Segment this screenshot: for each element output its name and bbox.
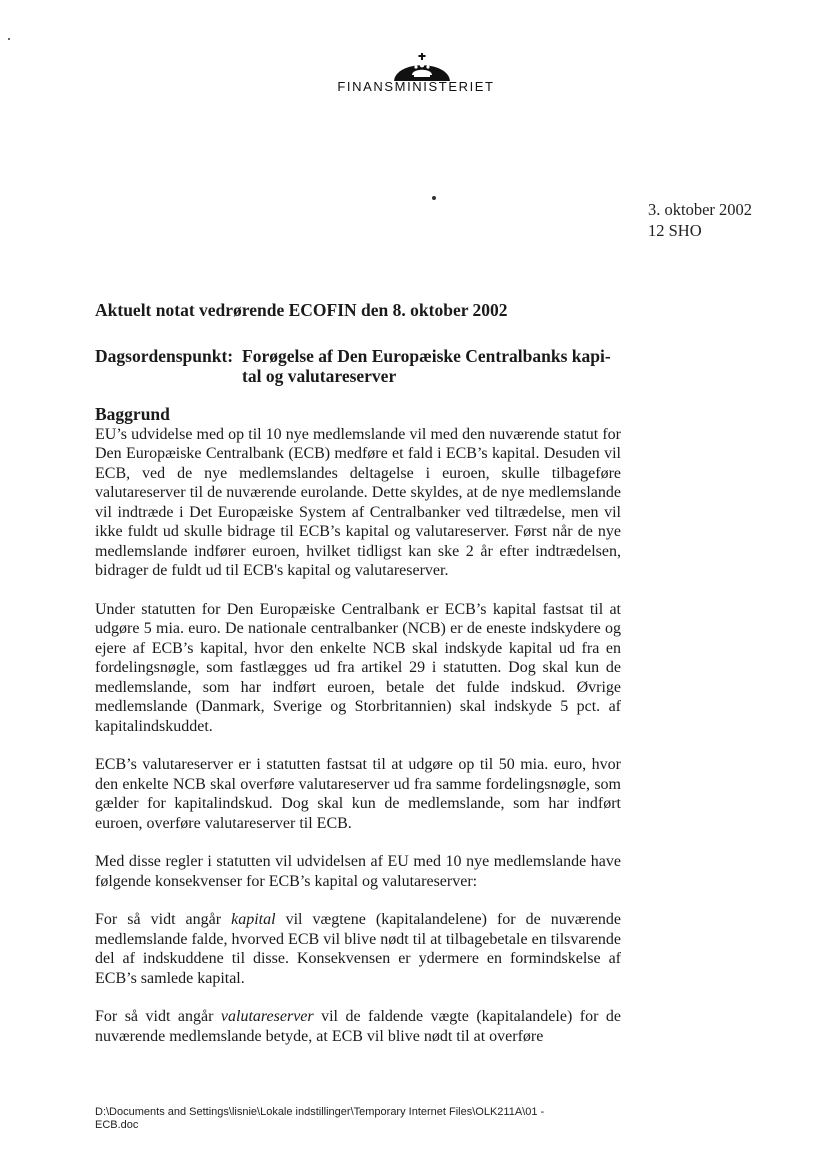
paragraph: EU’s udvidelse med op til 10 nye medlemslande vil med den nuværende statut for Den Europæiske Centralbank (ECB) medføre et fald i ECB’s kapital. Desuden vil ECB, ved de nye medlemslandes deltagelse i euroen, skulle tilbageføre valutareserver til de nuværende eurolande. Dette skyldes, at de nye medlemslande vil indtræde i Det Europæiske System af Centralbanker ved tiltrædelse, men vil ikke fuldt ud skulle bidrage til ECB’s kapital og valutareserver. Først når de nye medlemslande indfører euroen, hvilket tidligst kan ske 2 år efter indtrædelsen, bidrager de fuldt ud til ECB's kapital og valutareserver. xyxy=(95,425,621,579)
paragraph xyxy=(95,1007,621,1046)
date-block xyxy=(648,199,752,241)
paragraph: Under statutten for Den Europæiske Centralbank er ECB’s kapital fastsat til at udgøre 5 mia. euro. De nationale centralbanker (NCB) er de eneste indskydere og ejere af ECB’s kapital, hvor den enkelte NCB skal indskyde kapital ud fra en fordelingsnøgle, som fastlægges ud fra artikel 29 i statutten. Dog skal kun de medlemslande, som har indført euroen, betale det fulde indskud. Øvrige medlemslande (Danmark, Sverige og Storbritannien) skal indskyde 5 pct. af kapitalindskuddet. xyxy=(95,600,621,735)
agenda-label: Dagsordenspunkt: xyxy=(95,346,234,366)
agenda-text-line1: Forøgelse af Den Europæiske Centralbanks kapi- xyxy=(242,346,611,366)
document-body xyxy=(95,405,621,1065)
paragraph-text: For så vidt angår xyxy=(95,911,232,928)
document-date: 3. oktober 2002 xyxy=(648,200,753,219)
section-heading: Baggrund xyxy=(95,404,170,424)
paragraph: Med disse regler i statutten vil udvidelsen af EU med 10 nye medlemslande have følgende konsekvenser for ECB’s kapital og valutareserver: xyxy=(95,853,621,890)
scan-speck xyxy=(8,38,10,40)
paragraph: ECB’s valutareserver er i statutten fastsat til at udgøre op til 50 mia. euro, hvor den enkelte NCB skal overføre valutareserver ud fra samme fordelingsnøgle, som gælder for kapitalindskud. Dog skal kun de medlemslande, som har indført euroen, overføre valutareserver til ECB. xyxy=(95,756,621,832)
file-path-line: ECB.doc xyxy=(95,1119,139,1131)
emphasis-term: kapital xyxy=(231,911,276,928)
paragraph-text: vil de faldende vægte (kapitalandele) for de nuværende medlemslande betyde, at ECB vil blive nødt til at overføre xyxy=(95,1008,621,1045)
paragraph-text: vil vægtene (kapitalandelene) for de nuværende medlemslande falde, hvorved ECB vil blive nødt til at tilbagebetale en tilsvarende del af indskuddene til disse. Konsekvensen er ydermere en formindskelse af ECB’s samlede kapital. xyxy=(95,911,621,987)
scan-speck xyxy=(432,196,436,200)
paragraph xyxy=(95,910,621,988)
crown-icon xyxy=(392,50,452,82)
file-path-line: D:\Documents and Settings\lisnie\Lokale indstillinger\Temporary Internet Files\OLK211A\01 - xyxy=(95,1106,545,1118)
file-path-footer xyxy=(95,1106,544,1132)
paragraph-text: For så vidt angår xyxy=(95,1008,221,1025)
ministry-name: FINANSMINISTERIET xyxy=(337,79,495,94)
reference-code: 12 SHO xyxy=(648,221,702,240)
agenda-text-line2: tal og valutareserver xyxy=(242,366,397,386)
agenda-item xyxy=(95,346,625,386)
document-title: Aktuelt notat vedrørende ECOFIN den 8. oktober 2002 xyxy=(95,300,508,320)
emphasis-term: valutareserver xyxy=(220,1008,314,1025)
